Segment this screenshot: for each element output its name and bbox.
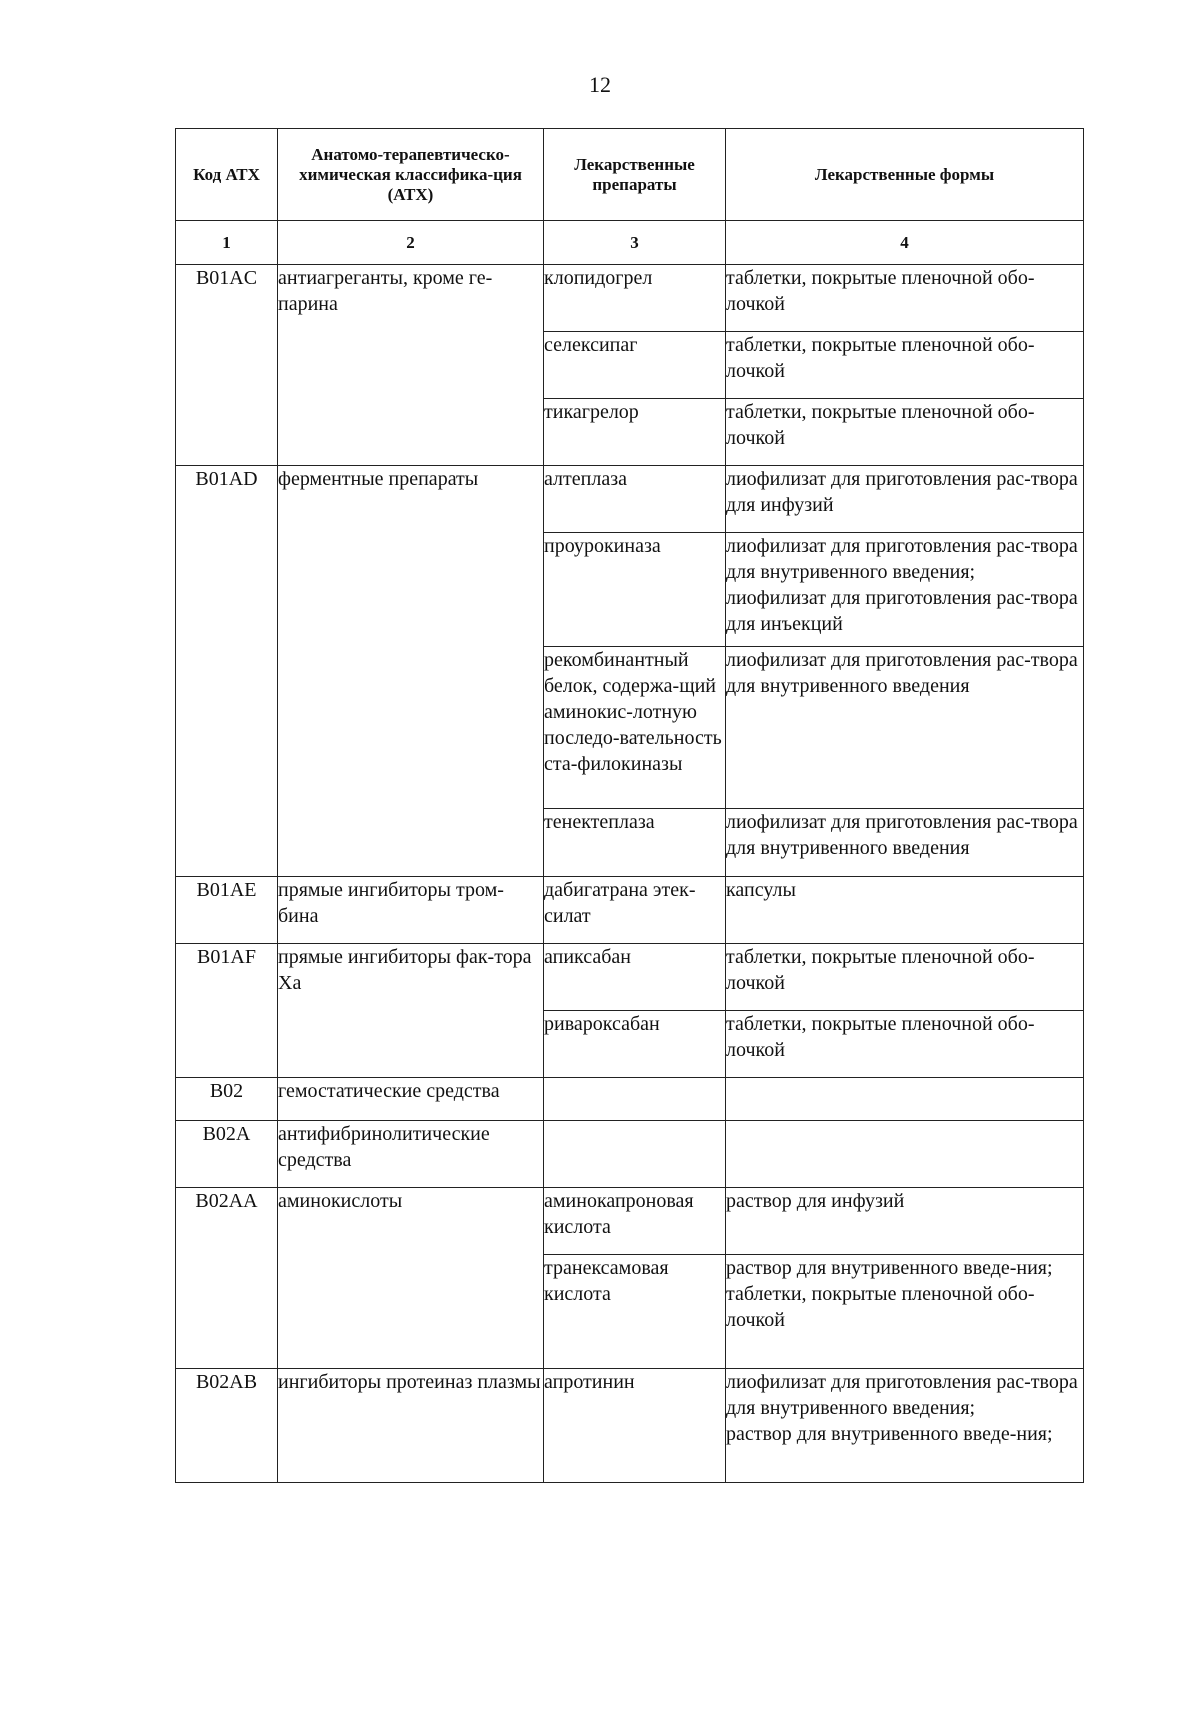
drug-name-cell: аминокапроновая кислота (544, 1188, 726, 1255)
atx-code-cell: B02AB (176, 1369, 278, 1483)
atx-classification-cell: ферментные препараты (278, 466, 544, 877)
dosage-form-cell: раствор для внутривенного введе-ния; таблетки, покрытые пленочной обо-лочкой (726, 1255, 1084, 1369)
atx-classification-cell: антифибринолитические средства (278, 1121, 544, 1188)
header-classification: Анатомо-терапевтическо-химическая классифика-ция (АТХ) (278, 129, 544, 221)
drug-name-cell: апиксабан (544, 944, 726, 1011)
dosage-form-cell (726, 1078, 1084, 1121)
table-row (176, 1121, 1084, 1188)
dosage-form-cell: таблетки, покрытые пленочной обо-лочкой (726, 399, 1084, 466)
table-row (176, 1369, 1084, 1483)
column-number: 2 (278, 221, 544, 265)
dosage-form-cell: таблетки, покрытые пленочной обо-лочкой (726, 944, 1084, 1011)
dosage-form-cell: раствор для инфузий (726, 1188, 1084, 1255)
atx-code-cell: B01AE (176, 877, 278, 944)
page-number: 12 (589, 72, 611, 97)
drug-name-cell: клопидогрел (544, 265, 726, 332)
dosage-form-cell: капсулы (726, 877, 1084, 944)
drug-name-cell: тикагрелор (544, 399, 726, 466)
atx-classification-cell: прямые ингибиторы тром-бина (278, 877, 544, 944)
atx-classification-cell: антиагреганты, кроме ге-парина (278, 265, 544, 466)
dosage-form-cell: лиофилизат для приготовления рас-твора для внутривенного введения; раствор для внутривенного введе-ния; (726, 1369, 1084, 1483)
table-row (176, 466, 1084, 533)
atx-classification-cell: гемостатические средства (278, 1078, 544, 1121)
header-drugs: Лекарственные препараты (544, 129, 726, 221)
atx-code-cell: B02A (176, 1121, 278, 1188)
column-number: 1 (176, 221, 278, 265)
table-row (176, 1078, 1084, 1121)
table-row (176, 944, 1084, 1011)
dosage-form-cell: таблетки, покрытые пленочной обо-лочкой (726, 1011, 1084, 1078)
table-header-row (176, 129, 1084, 221)
drug-name-cell: рекомбинантный белок, содержа-щий аминокис-лотную последо-вательность ста-филокиназы (544, 647, 726, 809)
atx-classification-table (175, 128, 1084, 1483)
drug-name-cell: ривароксабан (544, 1011, 726, 1078)
dosage-form-cell: лиофилизат для приготовления рас-твора для внутривенного введения; лиофилизат для приготовления рас-твора для инъекций (726, 533, 1084, 647)
atx-code-cell: B02 (176, 1078, 278, 1121)
drug-name-cell: алтеплаза (544, 466, 726, 533)
atx-classification-cell: ингибиторы протеиназ плазмы (278, 1369, 544, 1483)
dosage-form-cell: лиофилизат для приготовления рас-твора для инфузий (726, 466, 1084, 533)
drug-name-cell: апротинин (544, 1369, 726, 1483)
dosage-form-cell (726, 1121, 1084, 1188)
table-row (176, 1188, 1084, 1255)
column-number: 3 (544, 221, 726, 265)
table-row (176, 265, 1084, 332)
drug-name-cell: проурокиназа (544, 533, 726, 647)
atx-code-cell: B01AD (176, 466, 278, 877)
dosage-form-cell: таблетки, покрытые пленочной обо-лочкой (726, 265, 1084, 332)
dosage-form-cell: лиофилизат для приготовления рас-твора для внутривенного введения (726, 809, 1084, 877)
atx-code-cell: B01AF (176, 944, 278, 1078)
drug-name-cell: тенектеплаза (544, 809, 726, 877)
column-number: 4 (726, 221, 1084, 265)
drug-name-cell: дабигатрана этек-силат (544, 877, 726, 944)
dosage-form-cell: таблетки, покрытые пленочной обо-лочкой (726, 332, 1084, 399)
drug-name-cell (544, 1121, 726, 1188)
drug-name-cell: селексипаг (544, 332, 726, 399)
drug-name-cell: транексамовая кислота (544, 1255, 726, 1369)
table-row (176, 877, 1084, 944)
header-forms: Лекарственные формы (726, 129, 1084, 221)
atx-code-cell: B01AC (176, 265, 278, 466)
dosage-form-cell: лиофилизат для приготовления рас-твора для внутривенного введения (726, 647, 1084, 809)
header-code: Код АТХ (176, 129, 278, 221)
atx-classification-cell: прямые ингибиторы фак-тора Xa (278, 944, 544, 1078)
table-body (176, 265, 1084, 1483)
drug-name-cell (544, 1078, 726, 1121)
atx-code-cell: B02AA (176, 1188, 278, 1369)
column-number-row (176, 221, 1084, 265)
atx-classification-cell: аминокислоты (278, 1188, 544, 1369)
